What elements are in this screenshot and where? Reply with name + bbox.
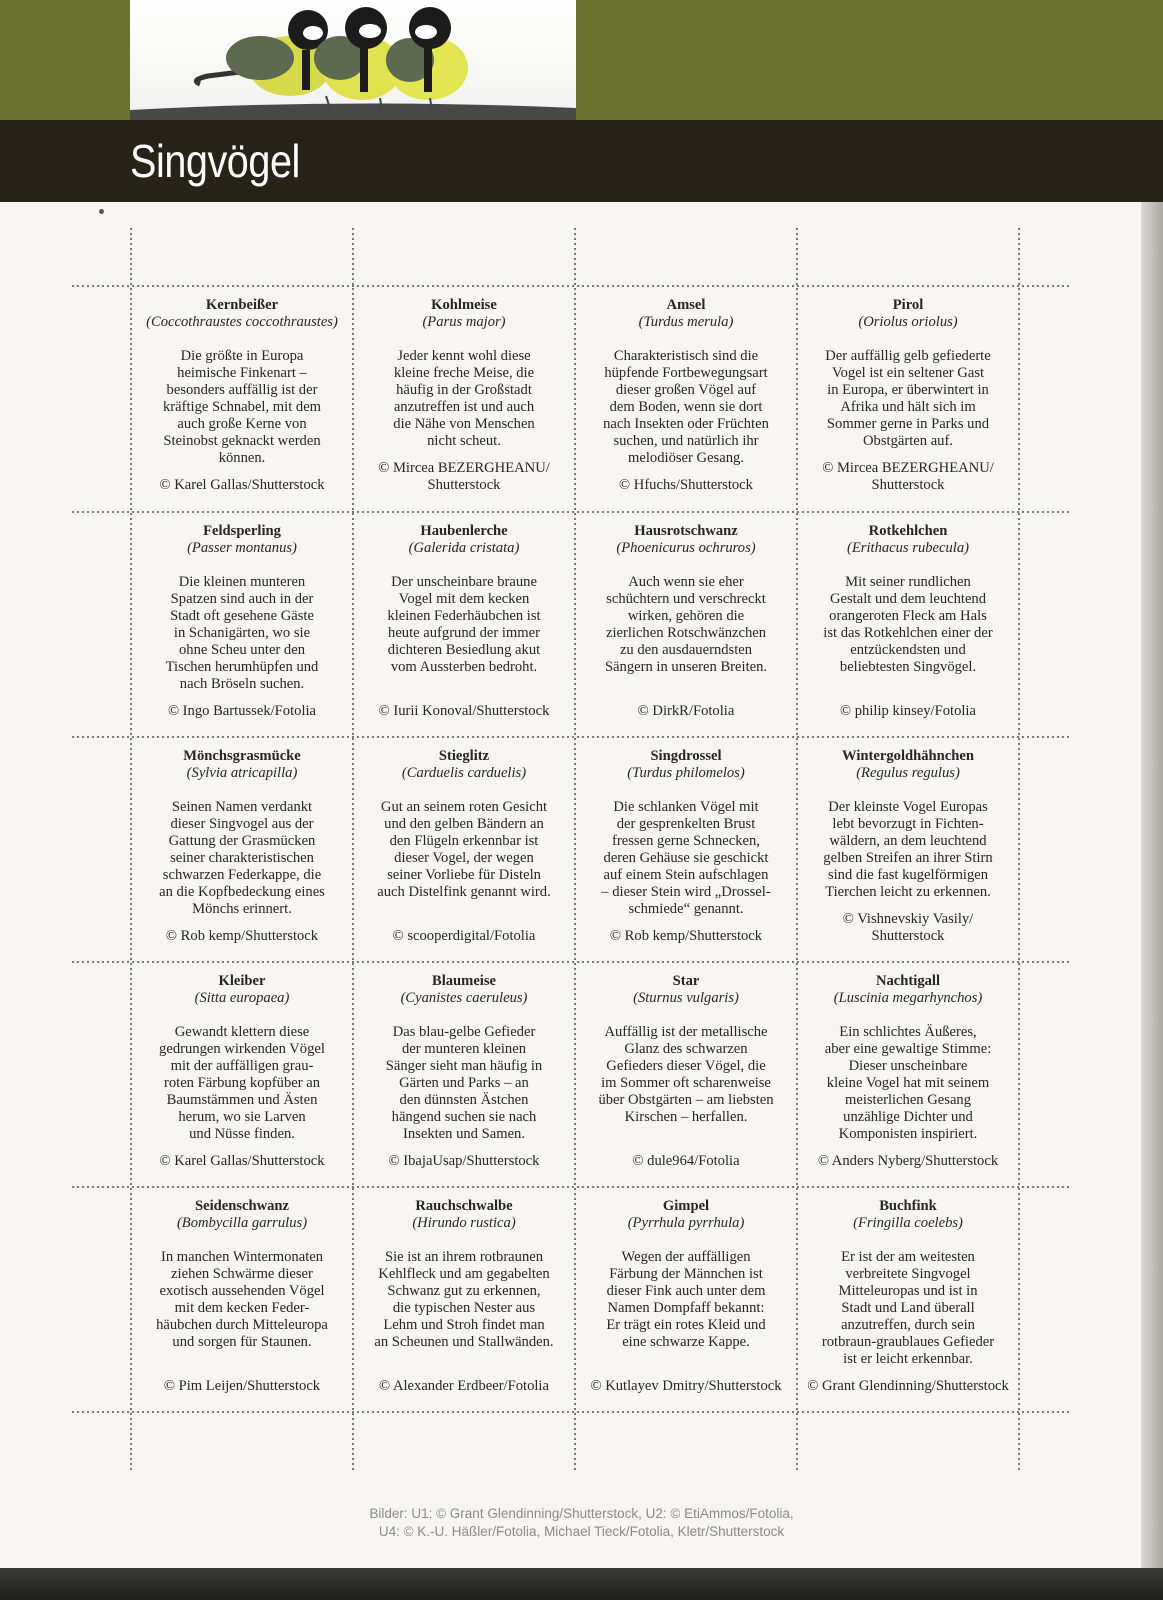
bird-description: Das blau-gelbe Gefieder der munteren kleinen Sänger sieht man häufig in Gärten und Parks – an den dünnsten Ästchen hängend suchen sie nach Insekten und Samen. — [385, 1024, 543, 1142]
bird-latin-name: (Erithacus rubecula) — [847, 540, 969, 556]
bird-card-pirol — [797, 287, 1019, 512]
bird-card-seidenschwanz — [131, 1188, 353, 1413]
bird-latin-name: (Luscinia megarhynchos) — [833, 990, 983, 1006]
bird-latin-name: (Carduelis carduelis) — [401, 765, 527, 781]
bird-card-stieglitz — [353, 738, 575, 963]
bird-name: Feldsperling — [203, 523, 281, 539]
bird-card-blaumeise — [353, 963, 575, 1188]
page-edge — [1141, 0, 1163, 1600]
bird-latin-name: (Parus major) — [422, 314, 506, 330]
header-photo — [130, 0, 576, 120]
bird-card-amsel — [575, 287, 797, 512]
bird-latin-name: (Sitta europaea) — [194, 990, 290, 1006]
bird-name: Blaumeise — [431, 973, 497, 989]
bird-latin-name: (Turdus philomelos) — [627, 765, 745, 781]
bird-latin-name: (Sylvia atricapilla) — [186, 765, 298, 781]
bird-description: Der unscheinbare braune Vogel mit dem kecken kleinen Federhäubchen ist heute aufgrund der immer dichteren Besiedlung akut vom Aussterben bedroht. — [387, 574, 541, 675]
image-credits-line: Bilder: U1: © Grant Glendinning/Shutterstock, U2: © EtiAmmos/Fotolia, — [369, 1506, 794, 1521]
bird-name: Wintergoldhähnchen — [842, 748, 974, 764]
bird-latin-name: (Oriolus oriolus) — [858, 314, 958, 330]
bird-description: Charakteristisch sind die hüpfende Fortbewegungsart dieser großen Vögel auf dem Boden, wenn sie dort nach Insekten oder Früchten suchen, und natürlich ihr melodiöser Gesang. — [603, 348, 769, 466]
bird-name: Kleiber — [218, 973, 266, 989]
dot-mark — [99, 209, 104, 214]
bird-latin-name: (Sturnus vulgaris) — [633, 990, 739, 1006]
bird-name: Rotkehlchen — [868, 523, 948, 539]
great-tits-illustration — [130, 0, 576, 120]
photo-credit: © scooperdigital/Fotolia — [392, 928, 536, 944]
bird-name: Buchfink — [879, 1198, 937, 1214]
bird-latin-name: (Coccothraustes coccothraustes) — [146, 314, 338, 330]
photo-credit: © Iurii Konoval/Shutterstock — [378, 703, 550, 719]
bird-latin-name: (Regulus regulus) — [856, 765, 960, 781]
bird-name: Haubenlerche — [420, 523, 508, 539]
bird-name: Gimpel — [662, 1198, 710, 1214]
bird-name: Kernbeißer — [205, 297, 279, 313]
bird-latin-name: (Galerida cristata) — [408, 540, 520, 556]
photo-credit: © DirkR/Fotolia — [637, 703, 735, 719]
image-credits-line: U4: © K.-U. Häßler/Fotolia, Michael Tieck/Fotolia, Kletr/Shutterstock — [378, 1524, 785, 1539]
bird-description: Der kleinste Vogel Europas lebt bevorzugt in Fichten- wäldern, an dem leuchtend gelben Streifen an ihrer Stirn sind die fast kugelförmigen Tierchen leicht zu erkennen. — [823, 799, 993, 900]
photo-credit: © Rob kemp/Shutterstock — [609, 928, 763, 944]
bird-card-rotkehlchen — [797, 513, 1019, 738]
bird-description: Jeder kennt wohl diese kleine freche Meise, die häufig in der Großstadt anzutreffen ist und auch die Nähe von Menschen nicht scheut. — [393, 348, 535, 449]
photo-credit: © Karel Gallas/Shutterstock — [159, 1153, 325, 1169]
bird-description: Die größte in Europa heimische Finkenart – besonders auffällig ist der kräftige Schnabel, mit dem auch große Kerne von Steinobst geknackt werden können. — [162, 348, 322, 466]
bird-description: Mit seiner rundlichen Gestalt und dem leuchtend orangeroten Fleck am Hals ist das Rotkehlchen einer der entzückendsten und beliebtesten Singvögel. — [823, 574, 993, 675]
bird-description: Die kleinen munteren Spatzen sind auch in der Stadt oft gesehene Gäste in Schanigärten, wo sie ohne Scheu unter den Tischen herumhüpfen und nach Bröseln suchen. — [165, 574, 319, 692]
bird-card-gimpel — [575, 1188, 797, 1413]
bird-card-kohlmeise — [353, 287, 575, 512]
bird-name: Amsel — [666, 297, 706, 313]
bird-description: Auch wenn sie eher schüchtern und verschreckt wirken, gehören die zierlichen Rotschwänzchen zu den ausdauerndsten Sängern in unseren Breiten. — [604, 574, 768, 675]
bird-latin-name: (Bombycilla garrulus) — [176, 1215, 308, 1231]
page-title: Singvögel — [130, 135, 300, 187]
photo-credit: © Karel Gallas/Shutterstock — [159, 477, 325, 493]
bird-card-hausrotschwanz — [575, 513, 797, 738]
bird-description: Sie ist an ihrem rotbraunen Kehlfleck und am gegabelten Schwanz gut zu erkennen, die typischen Nester aus Lehm und Stroh findet man an Scheunen und Stallwänden. — [374, 1249, 554, 1350]
bird-latin-name: (Hirundo rustica) — [412, 1215, 516, 1231]
photo-credit: © Hfuchs/Shutterstock — [619, 477, 753, 493]
photo-credit: © IbajaUsap/Shutterstock — [388, 1153, 540, 1169]
bird-description: Die schlanken Vögel mit der gesprenkelten Brust fressen gerne Schnecken, deren Gehäuse sie geschickt auf einem Stein aufschlagen – dieser Stein wird „Drossel- schmiede“ genannt. — [601, 799, 771, 917]
bird-latin-name: (Phoenicurus ochruros) — [616, 540, 756, 556]
bird-card-wintergoldhaehnchen — [797, 738, 1019, 963]
bird-name: Hausrotschwanz — [634, 523, 738, 539]
bird-description: Gut an seinem roten Gesicht und den gelben Bändern an den Flügeln erkennbar ist dieser Vogel, der wegen seiner Vorliebe für Disteln auch Distelfink genannt wird. — [377, 799, 551, 900]
bird-card-haubenlerche — [353, 513, 575, 738]
photo-credit: © dule964/Fotolia — [632, 1153, 740, 1169]
photo-credit: © Ingo Bartussek/Fotolia — [167, 703, 317, 719]
bird-name: Rauchschwalbe — [415, 1198, 513, 1214]
photo-credit: © Alexander Erdbeer/Fotolia — [379, 1378, 549, 1394]
bird-name: Singdrossel — [650, 748, 722, 764]
image-credits-footer — [0, 1505, 1163, 1541]
bird-latin-name: (Turdus merula) — [638, 314, 734, 330]
bird-description: Ein schlichtes Äußeres, aber eine gewaltige Stimme: Dieser unscheinbare kleine Vogel hat mit seinem meisterlichen Gesang unzählige Dichter und Komponisten inspiriert. — [824, 1024, 992, 1142]
photo-credit: © Kutlayev Dmitry/Shutterstock — [590, 1378, 782, 1394]
photo-credit: © Pim Leijen/Shutterstock — [163, 1378, 321, 1394]
photo-credit: © Rob kemp/Shutterstock — [165, 928, 319, 944]
bird-card-singdrossel — [575, 738, 797, 963]
bird-name: Star — [672, 973, 700, 989]
photo-credit: © Anders Nyberg/Shutterstock — [817, 1153, 999, 1169]
bird-card-rauchschwalbe — [353, 1188, 575, 1413]
bird-card-kernbeisser — [131, 287, 353, 512]
bird-description: Der auffällig gelb gefiederte Vogel ist ein seltener Gast in Europa, er überwintert in Afrika und hält sich im Sommer gerne in Parks und Obstgärten auf. — [825, 348, 991, 449]
photo-credit: © philip kinsey/Fotolia — [840, 703, 976, 719]
photo-credit: © Mircea BEZERGHEANU/ Shutterstock — [822, 460, 994, 493]
bird-card-star — [575, 963, 797, 1188]
bird-card-buchfink — [797, 1188, 1019, 1413]
bird-description: In manchen Wintermonaten ziehen Schwärme dieser exotisch aussehenden Vögel mit dem kecken Feder- häubchen durch Mitteleuropa und sorgen für Staunen. — [156, 1249, 328, 1350]
bird-latin-name: (Pyrrhula pyrrhula) — [627, 1215, 745, 1231]
bird-name: Mönchsgrasmücke — [183, 748, 301, 764]
bird-name: Nachtigall — [875, 973, 941, 989]
bird-name: Stieglitz — [438, 748, 490, 764]
bird-description: Er ist der am weitesten verbreitete Singvogel Mitteleuropas und ist in Stadt und Land überall anzutreffen, durch sein rotbraun-graublaues Gefieder ist er leicht erkennbar. — [821, 1249, 995, 1367]
bird-latin-name: (Passer montanus) — [187, 540, 297, 556]
bird-description: Seinen Namen verdankt dieser Singvogel aus der Gattung der Grasmücken seiner charakteristischen schwarzen Federkappe, die an die Kopfbedeckung eines Mönchs erinnert. — [159, 799, 325, 917]
photo-credit: © Grant Glendinning/Shutterstock — [807, 1378, 1009, 1394]
photo-credit: © Mircea BEZERGHEANU/ Shutterstock — [378, 460, 550, 493]
photo-credit: © Vishnevskiy Vasily/ Shutterstock — [842, 911, 974, 944]
bird-description: Gewandt klettern diese gedrungen wirkenden Vögel mit der auffälligen grau- roten Färbung kopfüber an Baumstämmen und Ästen herum, wo sie Larven und Nüsse finden. — [159, 1024, 325, 1142]
bird-latin-name: (Cyanistes caeruleus) — [400, 990, 528, 1006]
bird-name: Kohlmeise — [431, 297, 497, 313]
bird-card-feldsperling — [131, 513, 353, 738]
bird-description: Wegen der auffälligen Färbung der Männchen ist dieser Fink auch unter dem Namen Dompfaff bekannt: Er trägt ein rotes Kleid und eine schwarze Kappe. — [606, 1249, 766, 1350]
bird-card-kleiber — [131, 963, 353, 1188]
bird-latin-name: (Fringilla coelebs) — [853, 1215, 963, 1231]
bird-card-nachtigall — [797, 963, 1019, 1188]
bird-name: Pirol — [892, 297, 924, 313]
bottom-bar — [0, 1568, 1163, 1600]
bird-description: Auffällig ist der metallische Glanz des schwarzen Gefieders dieser Vögel, die im Sommer oft scharenweise über Obstgärten – am liebsten Kirschen – herfallen. — [598, 1024, 774, 1125]
bird-card-moenchsgrasmuecke — [131, 738, 353, 963]
bird-name: Seidenschwanz — [194, 1198, 290, 1214]
